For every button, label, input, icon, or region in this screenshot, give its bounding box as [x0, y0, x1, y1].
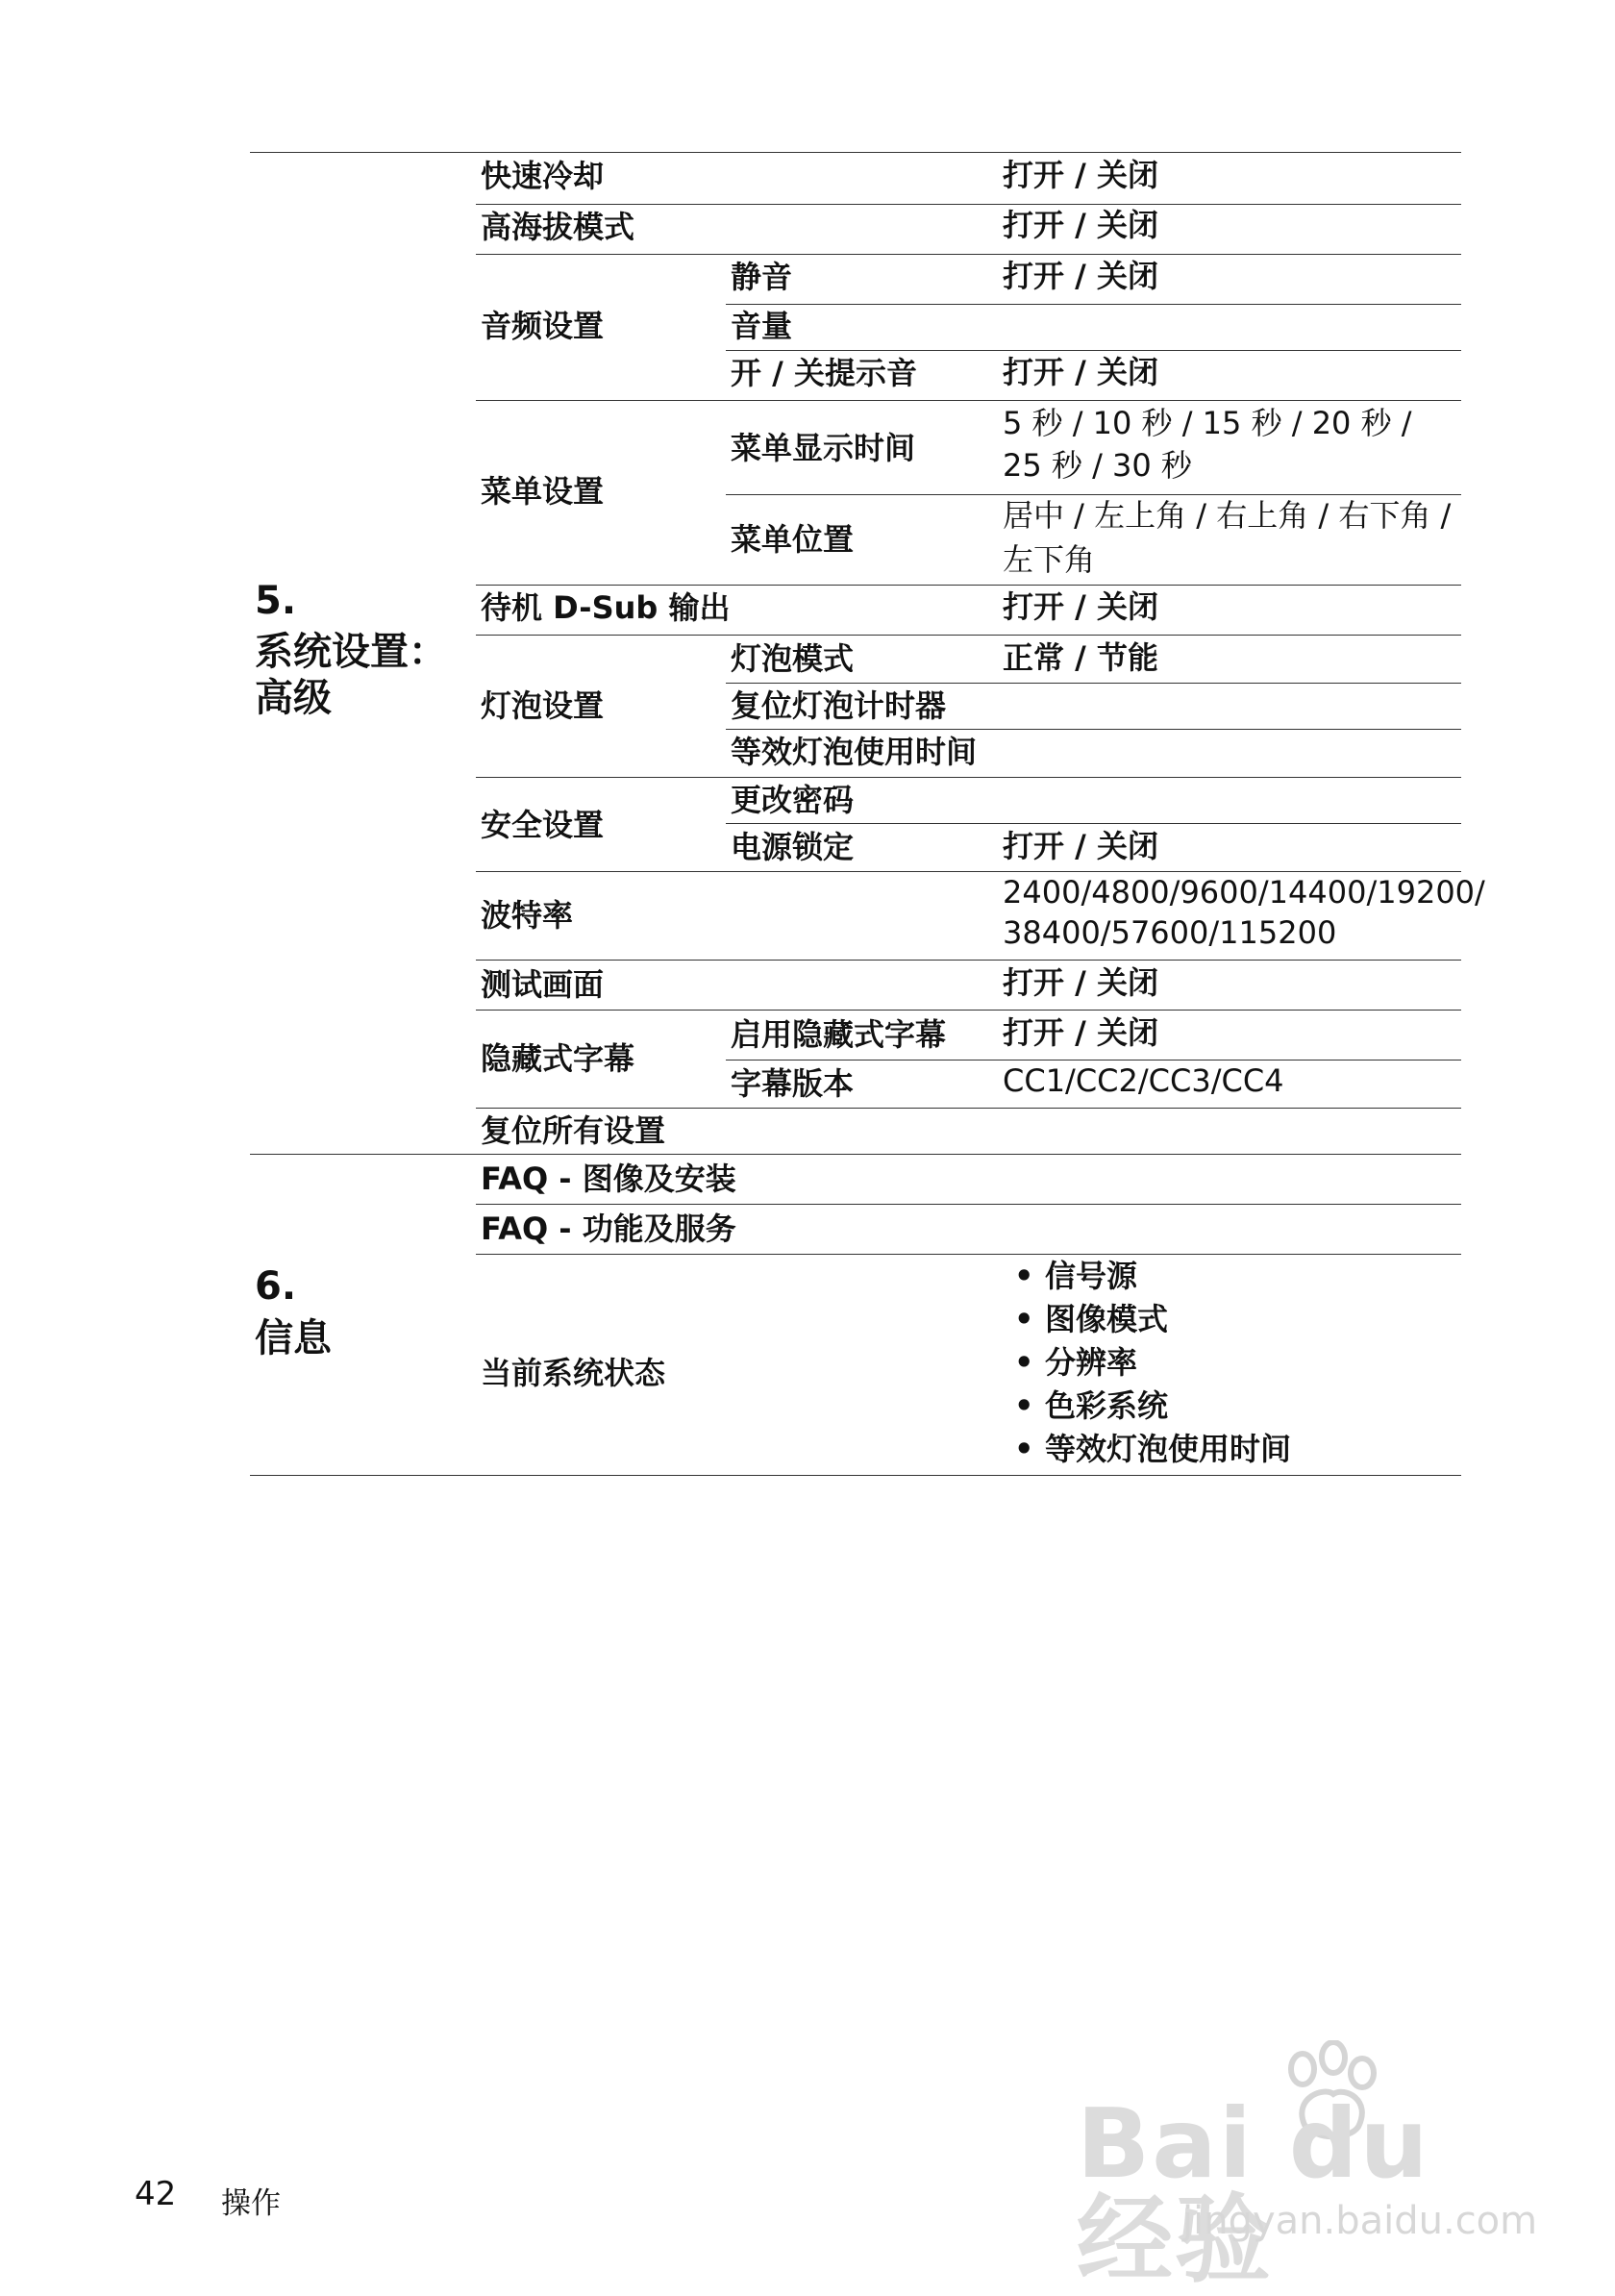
setting-value-line2: 25 秒 / 30 秒	[1003, 447, 1192, 484]
setting-value-line1: 2400/4800/9600/14400/19200/	[1003, 874, 1485, 911]
setting-label: 波特率	[481, 897, 574, 934]
page-number: 42	[135, 2175, 177, 2213]
row-rule	[726, 494, 1461, 495]
row-rule	[476, 960, 1461, 961]
watermark-url: jingyan.baidu.com	[1182, 2199, 1538, 2243]
section-title: 信息	[255, 1316, 332, 1360]
sub-setting-label: 音量	[731, 308, 793, 344]
sub-setting-label: 字幕版本	[731, 1065, 855, 1102]
row-rule	[476, 400, 1461, 401]
row-rule	[726, 1060, 1461, 1061]
row-rule	[726, 729, 1461, 730]
info-item-label: 当前系统状态	[481, 1355, 666, 1391]
setting-label: 隐藏式字幕	[481, 1040, 635, 1077]
setting-value: 打开 / 关闭	[1003, 157, 1158, 193]
sub-setting-label: 菜单显示时间	[731, 430, 916, 466]
row-rule	[476, 1254, 1461, 1255]
list-item: • 图像模式	[1014, 1298, 1291, 1341]
list-item: • 分辨率	[1014, 1341, 1291, 1385]
row-rule	[726, 683, 1461, 684]
setting-label: 菜单设置	[481, 473, 605, 510]
setting-label: 音频设置	[481, 308, 605, 344]
setting-value: 打开 / 关闭	[1003, 258, 1158, 294]
row-rule	[726, 823, 1461, 824]
setting-value: 打开 / 关闭	[1003, 354, 1158, 390]
sub-setting-label: 开 / 关提示音	[731, 355, 917, 391]
row-rule	[726, 350, 1461, 351]
setting-label: 待机 D-Sub 输出	[481, 589, 731, 626]
setting-label: 安全设置	[481, 807, 605, 843]
sub-setting-label: 等效灯泡使用时间	[731, 734, 978, 770]
footer-section-label: 操作	[221, 2186, 281, 2221]
info-item-label: FAQ - 功能及服务	[481, 1210, 736, 1247]
list-item: • 信号源	[1014, 1255, 1291, 1298]
row-rule	[476, 635, 1461, 636]
section-number: 5.	[255, 579, 297, 623]
row-rule	[476, 777, 1461, 778]
row-rule	[726, 304, 1461, 305]
row-rule	[476, 1108, 1461, 1109]
sub-setting-label: 复位灯泡计时器	[731, 687, 947, 724]
setting-value: 打开 / 关闭	[1003, 828, 1158, 864]
table-bottom-rule	[250, 1475, 1461, 1476]
sub-setting-label: 更改密码	[731, 782, 855, 818]
setting-label: 快速冷却	[481, 158, 605, 194]
setting-value: 打开 / 关闭	[1003, 588, 1158, 625]
list-item: • 色彩系统	[1014, 1385, 1291, 1428]
setting-label: 灯泡设置	[481, 687, 605, 724]
sub-setting-label: 静音	[731, 259, 793, 295]
row-rule	[476, 585, 1461, 586]
row-rule	[476, 1204, 1461, 1205]
list-item: • 等效灯泡使用时间	[1014, 1428, 1291, 1471]
sub-setting-label: 启用隐藏式字幕	[731, 1016, 947, 1053]
section-rule	[250, 1154, 1461, 1155]
row-rule	[476, 204, 1461, 205]
status-list	[1014, 1255, 1291, 1471]
sub-setting-label: 电源锁定	[731, 829, 855, 865]
sub-setting-label: 菜单位置	[731, 521, 855, 558]
setting-value: 正常 / 节能	[1003, 639, 1158, 676]
setting-value: CC1/CC2/CC3/CC4	[1003, 1062, 1284, 1099]
setting-label: 高海拔模式	[481, 209, 635, 245]
setting-value-line1: 5 秒 / 10 秒 / 15 秒 / 20 秒 /	[1003, 405, 1412, 441]
section-title-line2: 高级	[255, 676, 332, 720]
sub-setting-label: 灯泡模式	[731, 640, 855, 677]
section-number: 6.	[255, 1264, 297, 1309]
table-top-rule	[250, 152, 1461, 153]
setting-value: 打开 / 关闭	[1003, 964, 1158, 1001]
row-rule	[476, 871, 1461, 872]
setting-value-line2: 左下角	[1003, 541, 1096, 578]
section-title: 系统设置：	[255, 630, 447, 674]
setting-value-line2: 38400/57600/115200	[1003, 914, 1337, 951]
row-rule	[476, 254, 1461, 255]
row-rule	[476, 1010, 1461, 1011]
setting-value: 打开 / 关闭	[1003, 1014, 1158, 1051]
setting-label: 测试画面	[481, 966, 605, 1003]
watermark	[1077, 2048, 1538, 2296]
setting-value: 打开 / 关闭	[1003, 207, 1158, 243]
setting-label: 复位所有设置	[481, 1112, 666, 1149]
info-item-label: FAQ - 图像及安装	[481, 1160, 736, 1197]
setting-value-line1: 居中 / 左上角 / 右上角 / 右下角 /	[1003, 497, 1452, 534]
watermark-logo: Bai du 经验	[1077, 2087, 1430, 2296]
